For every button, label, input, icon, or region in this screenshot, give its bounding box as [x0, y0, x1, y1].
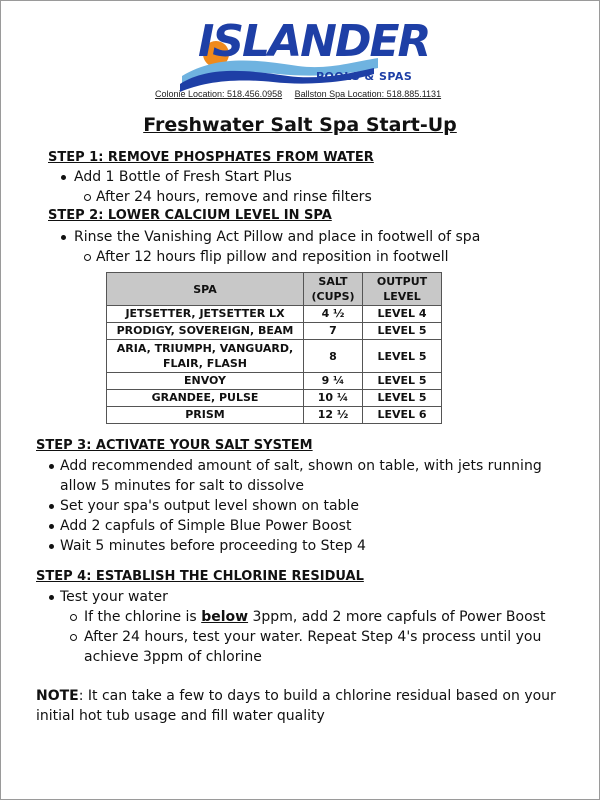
- col-header-output: OUTPUT LEVEL: [363, 273, 442, 306]
- bullet-dot: [49, 544, 54, 549]
- table-row: [107, 323, 442, 340]
- cell-spa: JETSETTER, JETSETTER LX: [107, 306, 304, 323]
- note-label: NOTE: [36, 688, 79, 704]
- step2-sub: After 12 hours flip pillow and reposition in footwell: [96, 249, 449, 265]
- step3-bullet1-line2: allow 5 minutes for salt to dissolve: [60, 478, 304, 494]
- table-row: [107, 390, 442, 407]
- table-row: [107, 306, 442, 323]
- bullet-dot: [49, 504, 54, 509]
- step3-bullet2: Set your spa's output level shown on table: [60, 498, 359, 514]
- step4-bullet: Test your water: [60, 589, 168, 605]
- islander-logo: [178, 14, 428, 94]
- step3-bullet1-line1: Add recommended amount of salt, shown on table, with jets running: [60, 458, 542, 474]
- cell-level: LEVEL 5: [363, 323, 442, 340]
- logo-tagline: POOLS & SPAS: [316, 70, 413, 83]
- colonie-location: Colonie Location: 518.456.0958: [155, 89, 283, 99]
- col-header-salt: SALT (CUPS): [304, 273, 363, 306]
- table-row: [107, 340, 442, 373]
- bullet-dot: [61, 175, 66, 180]
- step2-bullet: Rinse the Vanishing Act Pillow and place in footwell of spa: [74, 229, 481, 245]
- cell-spa: PRISM: [107, 407, 304, 424]
- page-title: Freshwater Salt Spa Start-Up: [143, 114, 457, 136]
- col-header-spa: SPA: [107, 273, 304, 306]
- sub-bullet-circle: [70, 614, 77, 621]
- table-row: [107, 407, 442, 424]
- cell-level: LEVEL 4: [363, 306, 442, 323]
- step4-sub2-line1: After 24 hours, test your water. Repeat Step 4's process until you: [84, 629, 542, 645]
- logo-wordmark: ISLANDER: [198, 16, 430, 67]
- step1-sub: After 24 hours, remove and rinse filters: [96, 189, 372, 205]
- cell-level: LEVEL 5: [363, 340, 442, 373]
- cell-spa: ENVOY: [107, 373, 304, 390]
- cell-spa: PRODIGY, SOVEREIGN, BEAM: [107, 323, 304, 340]
- bullet-dot: [49, 595, 54, 600]
- bullet-dot: [49, 464, 54, 469]
- cell-salt: 4 ½: [304, 306, 363, 323]
- cell-spa: GRANDEE, PULSE: [107, 390, 304, 407]
- ballston-location: Ballston Spa Location: 518.885.1131: [294, 89, 442, 99]
- cell-level: LEVEL 5: [363, 390, 442, 407]
- step3-bullet3: Add 2 capfuls of Simple Blue Power Boost: [60, 518, 352, 534]
- cell-salt: 9 ¼: [304, 373, 363, 390]
- step3-bullet4: Wait 5 minutes before proceeding to Step 4: [60, 538, 366, 554]
- step4-sub1: If the chlorine is below 3ppm, add 2 more capfuls of Power Boost: [84, 609, 546, 625]
- step1-bullet: Add 1 Bottle of Fresh Start Plus: [74, 169, 292, 185]
- step2-heading: STEP 2: LOWER CALCIUM LEVEL IN SPA: [48, 208, 332, 223]
- cell-level: LEVEL 5: [363, 373, 442, 390]
- salt-table: [106, 272, 442, 424]
- sub-bullet-circle: [70, 634, 77, 641]
- cell-salt: 7: [304, 323, 363, 340]
- locations-line: [155, 89, 475, 99]
- table-header-row: [107, 273, 442, 306]
- table-row: [107, 373, 442, 390]
- bullet-dot: [49, 524, 54, 529]
- cell-salt: 12 ½: [304, 407, 363, 424]
- cell-level: LEVEL 6: [363, 407, 442, 424]
- sub-bullet-circle: [84, 254, 91, 261]
- step1-heading: STEP 1: REMOVE PHOSPHATES FROM WATER: [48, 150, 374, 165]
- cell-spa: ARIA, TRIUMPH, VANGUARD, FLAIR, FLASH: [107, 340, 304, 373]
- cell-salt: 10 ¼: [304, 390, 363, 407]
- step4-heading: STEP 4: ESTABLISH THE CHLORINE RESIDUAL: [36, 569, 364, 584]
- step4-sub2-line2: achieve 3ppm of chlorine: [84, 649, 262, 665]
- bullet-dot: [61, 235, 66, 240]
- step3-heading: STEP 3: ACTIVATE YOUR SALT SYSTEM: [36, 438, 313, 453]
- cell-salt: 8: [304, 340, 363, 373]
- note-paragraph: [36, 686, 581, 726]
- sub-bullet-circle: [84, 194, 91, 201]
- note-text: : It can take a few to days to build a chlorine residual based on your initial hot tub usage and fill water quality: [36, 688, 556, 724]
